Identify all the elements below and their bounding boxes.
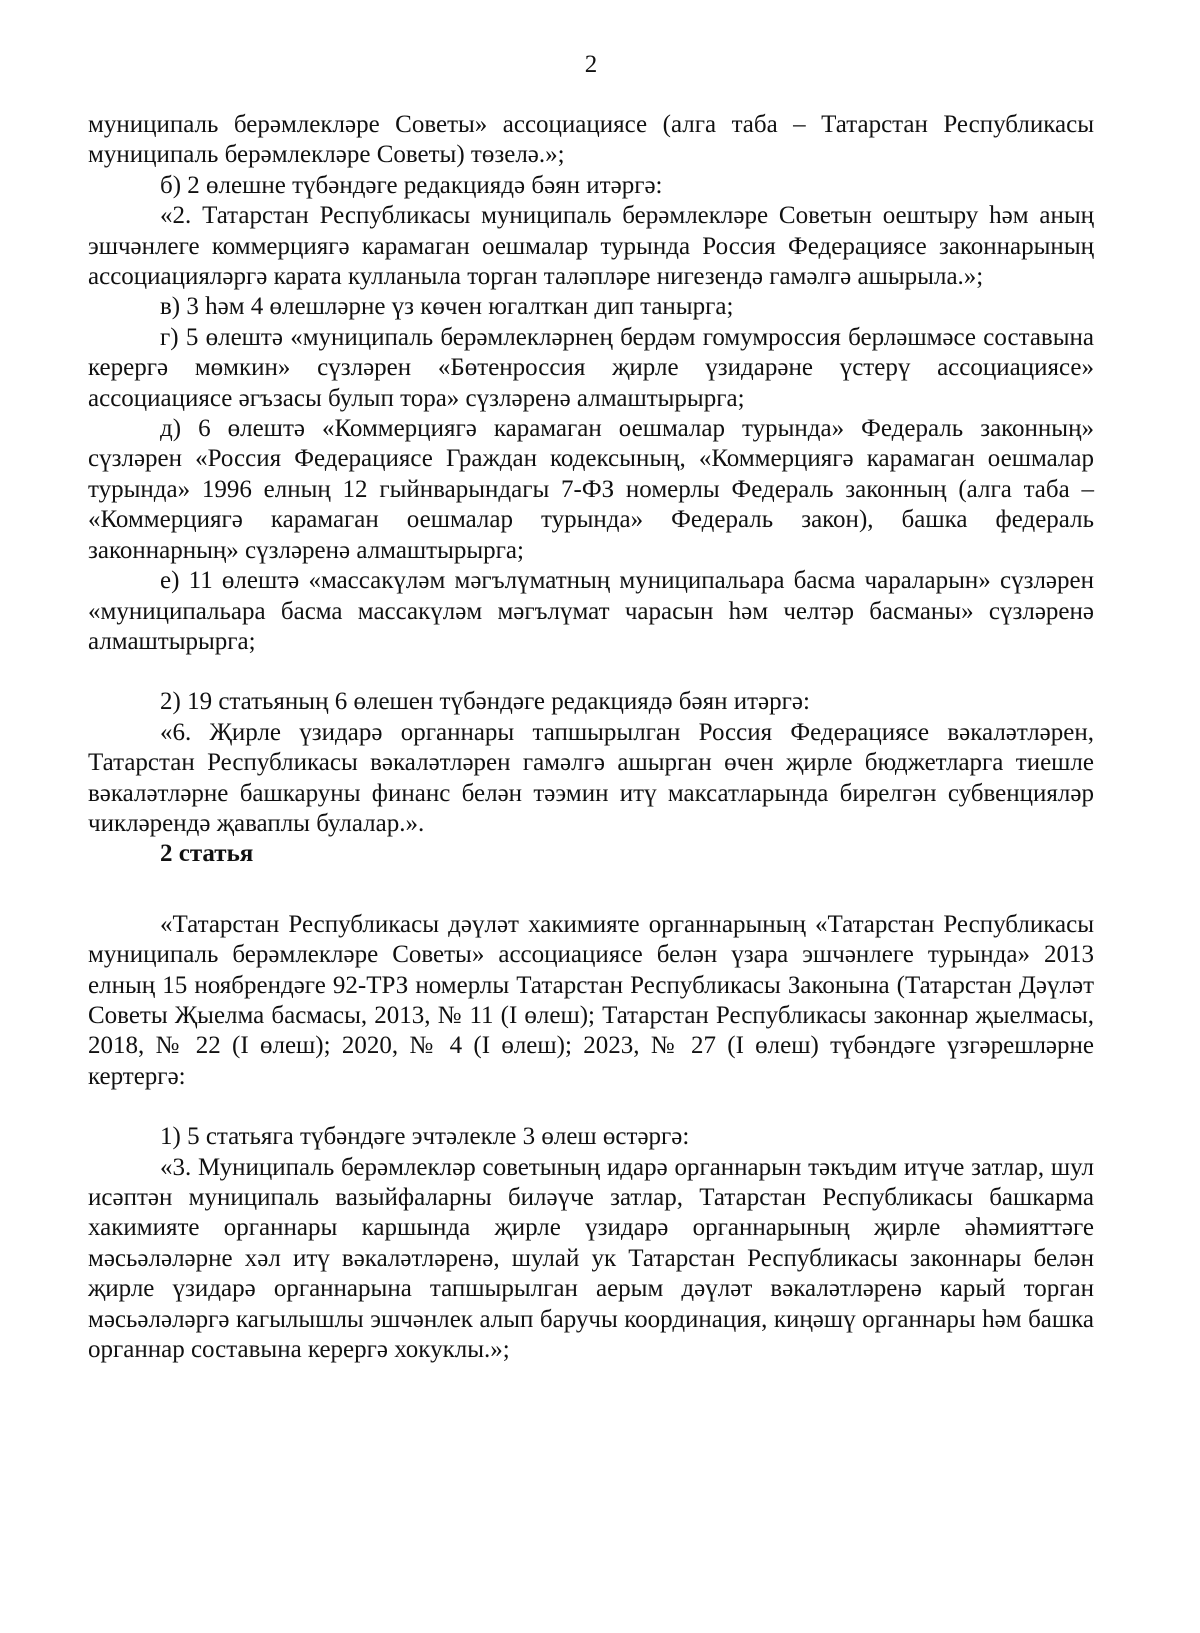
document-page <box>88 50 1094 1365</box>
paragraph-quote-6: «6. Җирле үзидарә органнары тапшырылган Россия Федерациясе вәкаләтләрен, Татарстан Республикасы вәкаләтләрен гамәлгә ашырган өчен җирле бюджетларга тиешле вәкаләтләрне башкаруны финанс белән тәэмин итү максатларында бирелгән субвенцияләр чикләрендә җаваплы булалар.». <box>88 718 1094 837</box>
paragraph-item-g: г) 5 өлештә «муниципаль берәмлекләрнең бердәм гомумроссия берләшмәсе составына керергә мөмкин» сүзләрен «Бөтенроссия җирле үзидарәне үстерү ассоциациясе» ассоциациясе әгъзасы булып тора» сүзләренә алмаштырырга; <box>88 323 1094 412</box>
paragraph-item-v: в) 3 һәм 4 өлешләрне үз көчен югалткан дип танырга; <box>160 293 734 321</box>
article-heading: 2 статья <box>160 840 254 868</box>
paragraph-quote-2: «2. Татарстан Республикасы муниципаль берәмлекләре Советын оештыру һәм аның эшчәнлеге коммерциягә карамаган оешмалар турында Россия Федерациясе законнарының ассоциацияләргә карата кулланыла торган таләпләре нигезендә гамәлгә ашырыла.»; <box>88 202 1094 291</box>
paragraph-item-e: е) 11 өлештә «массакүләм мәгълүматның муниципальара басма чараларын» сүзләрен «муниципальара басма массакүләм мәгълүмат чарасын һәм челтәр басманы» сүзләренә алмаштырырга; <box>88 567 1094 655</box>
paragraph-continuation: муниципаль берәмлекләре Советы» ассоциациясе (алга таба – Татарстан Республикасы муниципаль берәмлекләре Советы) төзелә.»; <box>88 111 1094 169</box>
paragraph-item-1: 1) 5 статьяга түбәндәге эчтәлекле 3 өлеш өстәргә: <box>160 1123 690 1151</box>
paragraph-item-2: 2) 19 статьяның 6 өлешен түбәндәге редакциядә бәян итәргә: <box>160 688 810 716</box>
paragraph-item-d: д) 6 өлештә «Коммерциягә карамаган оешмалар турында» Федераль законның» сүзләрен «Россия Федерациясе Граждан кодексының, «Коммерциягә карамаган оешмалар турында» 1996 елның 12 гыйнварындагы 7-ФЗ номерлы Федераль законның (алга таба – «Коммерциягә карамаган оешмалар турында» Федераль закон), башка федераль законнарның» сүзләренә алмаштырырга; <box>88 415 1094 564</box>
paragraph-item-b: б) 2 өлешне түбәндәге редакциядә бәян итәргә: <box>160 171 663 199</box>
paragraph-quote-3: «3. Муниципаль берәмлекләр советының идарә органнарын тәкъдим итүче затлар, шул исәптән муниципаль вазыйфаларны биләүче затлар, Татарстан Республикасы башкарма хакимияте органнары каршында җирле үзидарә органнарының җирле әһәмияттәге мәсьәләләрне хәл итү вәкаләтләренә, шулай ук Татарстан Республикасы законнары белән җирле үзидарә органнарына тапшырылган аерым дәүләт вәкаләтләренә карый торган мәсьәләләргә кагылышлы эшчәнлек алып баручы координация, киңәшү органнары һәм башка органнар составына керергә хокуклы.»; <box>88 1153 1094 1364</box>
paragraph-article-2-intro: «Татарстан Республикасы дәүләт хакимияте органнарының «Татарстан Республикасы муниципаль берәмлекләре Советы» ассоциациясе белән үзара эшчәнлеге турында» 2013 елның 15 ноябрендәге 92-ТРЗ номерлы Татарстан Республикасы Законына (Татарстан Дәүләт Советы Җыелма басмасы, 2013, № 11 (I өлеш); Татарстан Республикасы законнар җыелмасы, 2018, № 22 (I өлеш); 2020, № 4 (I өлеш); 2023, № 27 (I өлеш) түбәндәге үзгәрешләрне кертергә: <box>88 910 1094 1090</box>
page-number: 2 <box>584 51 598 78</box>
